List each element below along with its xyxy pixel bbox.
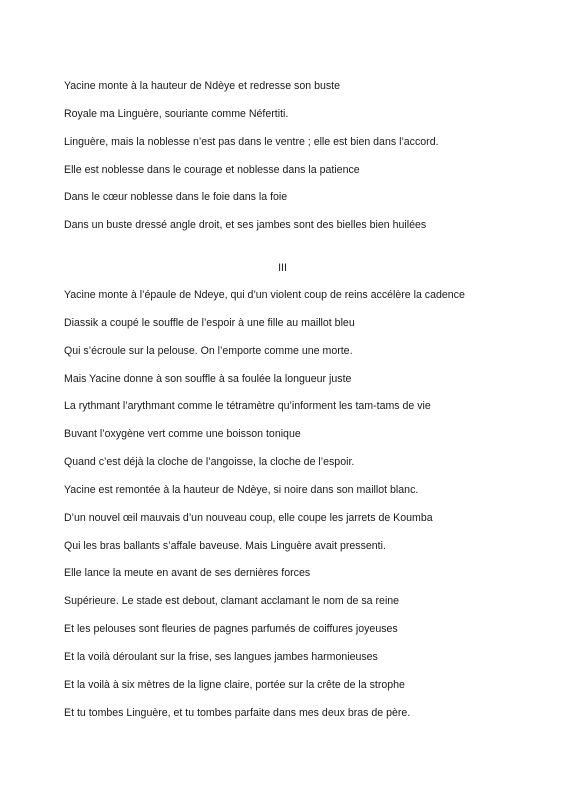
poem-line: Qui les bras ballants s’affale baveuse. Mais Linguère avait pressenti. <box>64 539 386 552</box>
poem-line: Elle lance la meute en avant de ses dernières forces <box>64 567 311 580</box>
poem-line: Buvant l’oxygène vert comme une boisson tonique <box>64 428 301 441</box>
poem-line: Diassik a coupé le souffle de l’espoir à une fille au maillot bleu <box>64 316 355 329</box>
poem-line: Elle est noblesse dans le courage et noblesse dans la patience <box>64 163 360 176</box>
poem-line: Linguère, mais la noblesse n’est pas dans le ventre ; elle est bien dans l’accord. <box>64 135 439 148</box>
poem-line: Et la voilà à six mètres de la ligne claire, portée sur la crête de la strophe <box>64 678 405 691</box>
poem-line: Et les pelouses sont fleuries de pagnes parfumés de coiffures joyeuses <box>64 623 398 636</box>
poem-line: Yacine est remontée à la hauteur de Ndèye, si noire dans son maillot blanc. <box>64 483 419 496</box>
poem-line: Dans le cœur noblesse dans le foie dans la foie <box>64 191 288 204</box>
poem-line: Royale ma Linguère, souriante comme Néfertiti. <box>64 107 289 120</box>
section-number: III <box>278 262 287 274</box>
poem-line: Et la voilà déroulant sur la frise, ses langues jambes harmonieuses <box>64 650 378 663</box>
poem-stanza-1 <box>64 80 534 247</box>
poem-line: D’un nouvel œil mauvais d’un nouveau coup, elle coupe les jarrets de Koumba <box>64 511 433 524</box>
poem-line: Yacine monte à l’épaule de Ndeye, qui d’un violent coup de reins accélère la cadence <box>64 289 465 301</box>
poem-line: Yacine monte à la hauteur de Ndèye et redresse son buste <box>64 80 341 92</box>
poem-line: Supérieure. Le stade est debout, clamant acclamant le nom de sa reine <box>64 595 400 608</box>
poem-line: Et tu tombes Linguère, et tu tombes parfaite dans mes deux bras de père. <box>64 706 411 719</box>
poem-line: Mais Yacine donne à son souffle à sa foulée la longueur juste <box>64 372 352 385</box>
poem-line: Quand c’est déjà la cloche de l’angoisse, la cloche de l’espoir. <box>64 456 355 469</box>
poem-line: Dans un buste dressé angle droit, et ses jambes sont des bielles bien huilées <box>64 219 427 232</box>
poem-line: Qui s’écroule sur la pelouse. On l’emporte comme une morte. <box>64 344 353 357</box>
poem-line: La rythmant l’arythmant comme le tétramètre qu’informent les tam-tams de vie <box>64 400 431 413</box>
poem-stanza-2 <box>64 289 534 735</box>
